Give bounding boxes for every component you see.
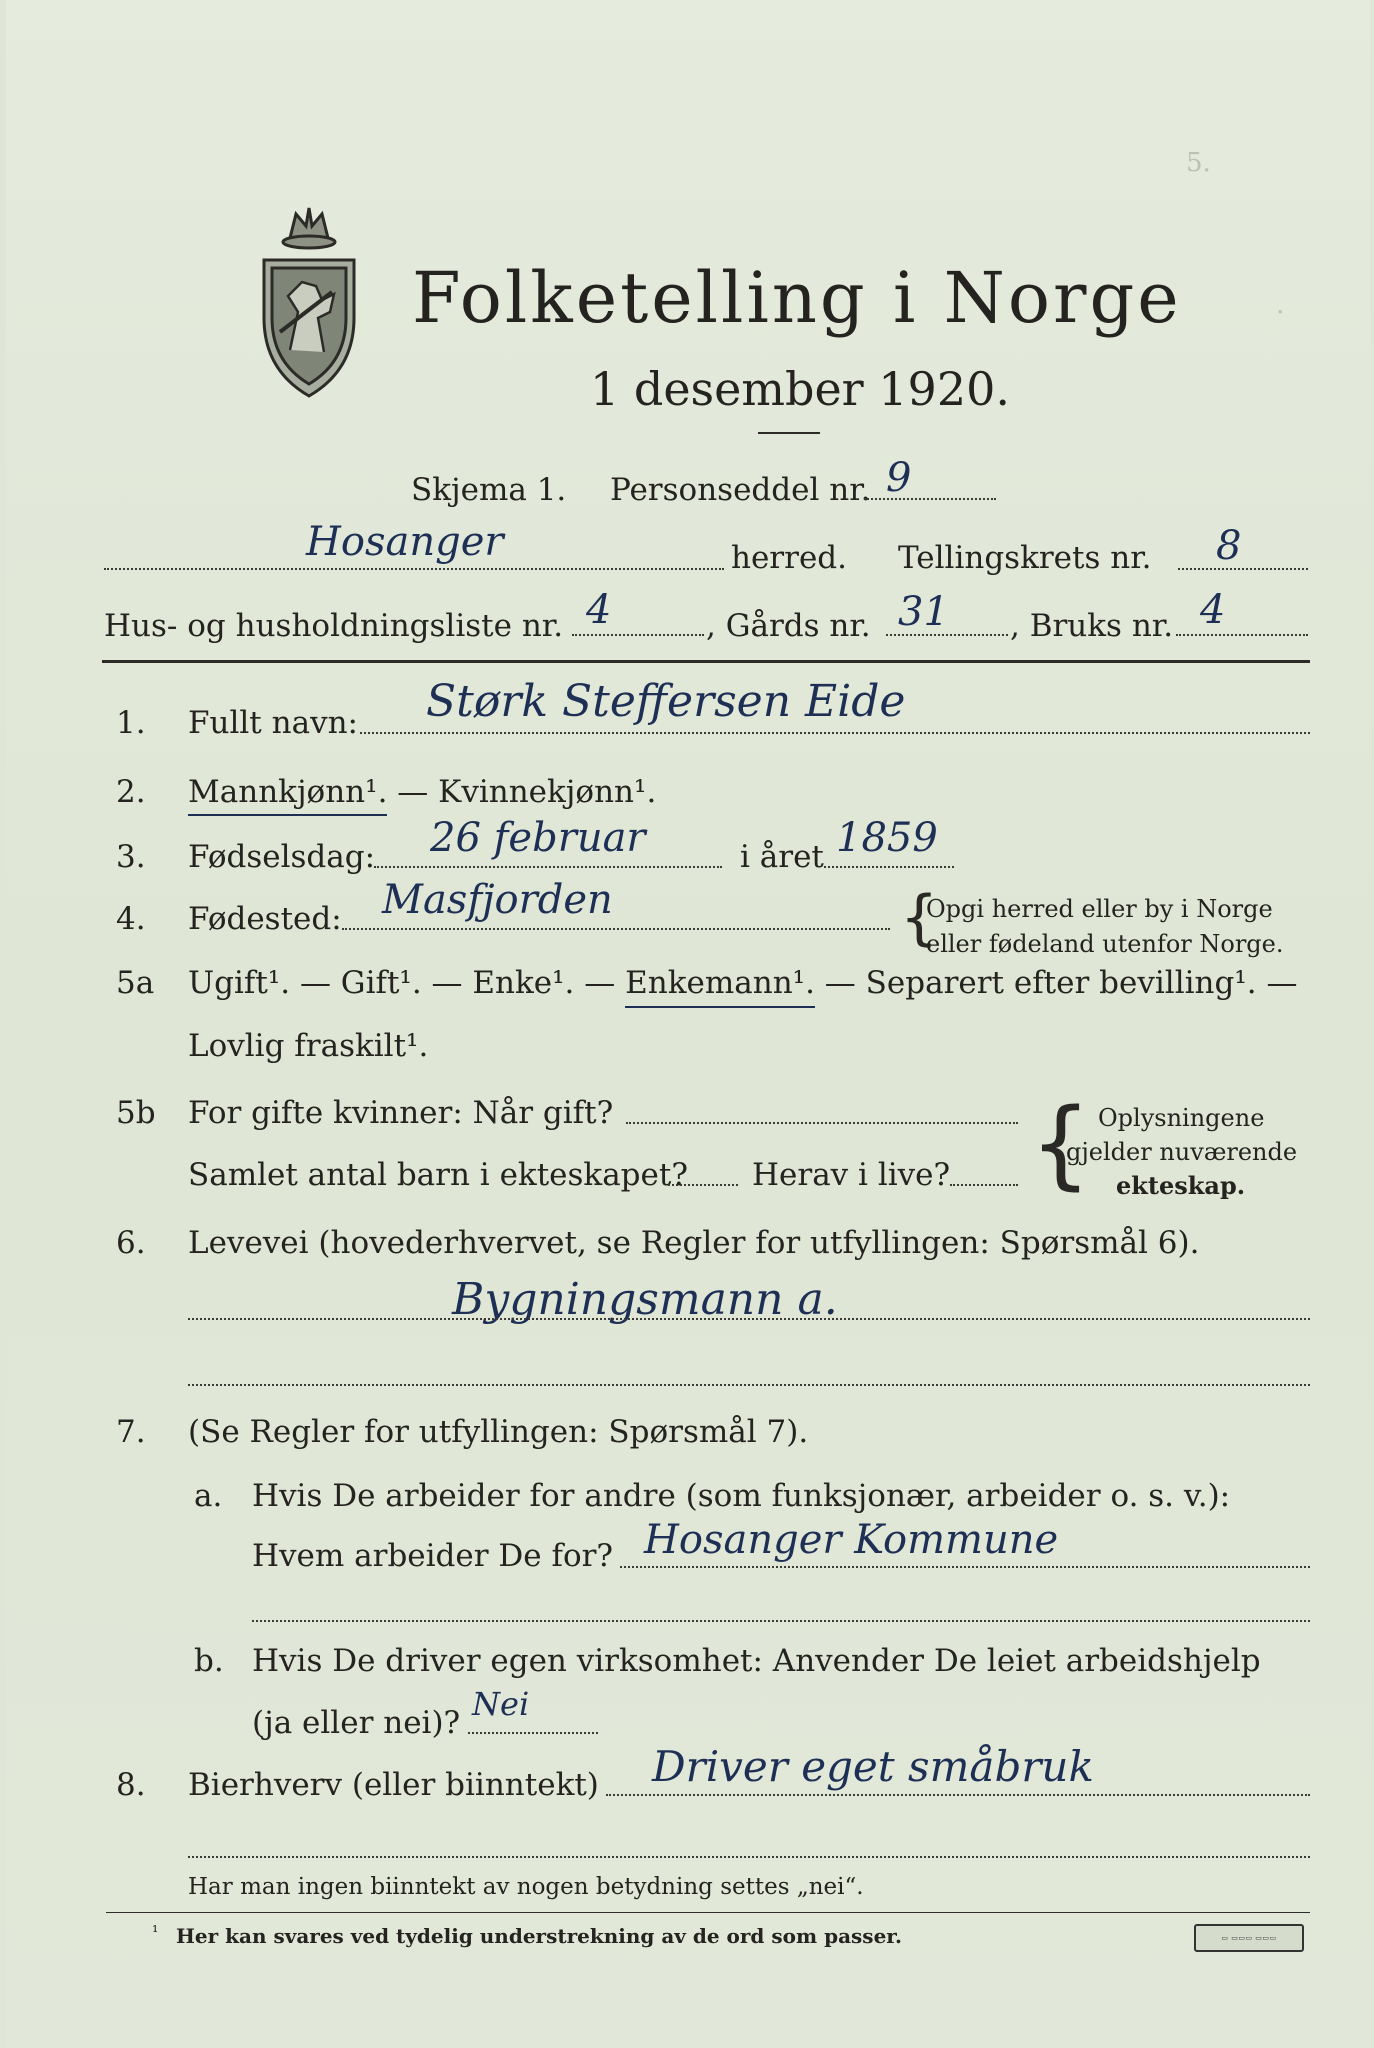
footnote-divider (106, 1912, 1310, 1913)
q5a-divorced-option: Lovlig fraskilt¹. (188, 1028, 429, 1064)
q2-separator: — (387, 774, 439, 810)
personseddel-label: Personseddel nr. (610, 472, 871, 508)
q7-label: (Se Regler for utfyllingen: Spørsmål 7). (188, 1414, 809, 1450)
herred-line (104, 568, 724, 570)
gards-number: 31 (898, 589, 949, 635)
hus-label: Hus- og husholdningsliste nr. (104, 608, 564, 644)
q5a-number: 5a (116, 965, 155, 1001)
q6-label: Levevei (hovederhvervet, se Regler for utfyllingen: Spørsmål 6). (188, 1225, 1200, 1261)
q8-number: 8. (116, 1767, 146, 1803)
q5a-options-before: Ugift¹. — Gift¹. — Enke¹. — (188, 965, 626, 1001)
norway-coat-of-arms-icon (250, 200, 368, 400)
q7b-letter: b. (194, 1643, 224, 1679)
q3-birth-date: 26 februar (430, 815, 646, 861)
q7a-line2 (252, 1620, 1310, 1622)
q5b-note-line3: ekteskap. (1116, 1171, 1246, 1200)
tellingskrets-label: Tellingskrets nr. (898, 540, 1152, 576)
q4-note-brace: { (900, 883, 939, 953)
personseddel-number: 9 (886, 455, 912, 501)
q7b-yes-no-label: (ja eller nei)? (252, 1705, 461, 1741)
q8-label: Bierhverv (eller biinntekt) (188, 1767, 599, 1803)
q5a-marital-status (188, 965, 1298, 1001)
q4-number: 4. (116, 901, 146, 937)
herred-label: herred. (731, 540, 847, 576)
q7a-employer: Hosanger Kommune (644, 1517, 1059, 1563)
footnote-marker: ¹ (152, 1922, 159, 1941)
q5b-note-brace: { (1030, 1088, 1092, 1200)
q5b-note-line2: gjelder nuværende (1066, 1138, 1298, 1166)
q5b-note-line1: Oplysningene (1098, 1104, 1265, 1132)
herred-value: Hosanger (306, 519, 504, 565)
q7a-employer-label: Hvem arbeider De for? (252, 1538, 614, 1574)
q5b-when-married-label: For gifte kvinner: Når gift? (188, 1095, 614, 1131)
gards-label: , Gårds nr. (706, 608, 871, 644)
printer-stamp: ▭ ▭▭▭ ▭▭▭ (1194, 1924, 1304, 1952)
tellingskrets-number: 8 (1216, 523, 1242, 569)
q4-note-line1: Opgi herred eller by i Norge (926, 895, 1273, 923)
q6-line2 (188, 1384, 1310, 1386)
q7b-answer: Nei (472, 1685, 530, 1723)
bruks-line (1176, 634, 1308, 636)
q7-number: 7. (116, 1414, 146, 1450)
q3-label: Fødselsdag: (188, 839, 376, 875)
q7a-letter: a. (194, 1478, 223, 1514)
bleed-through-text: 5. (1186, 148, 1211, 178)
hus-number: 4 (586, 587, 612, 633)
q7b-question: Hvis De driver egen virksomhet: Anvender De leiet arbeidshjelp (252, 1643, 1261, 1679)
q5b-alive-label: Herav i live? (752, 1157, 951, 1193)
q3-number: 3. (116, 839, 146, 875)
form-date: 1 desember 1920. (590, 362, 1010, 416)
tellingskrets-line (1178, 568, 1308, 570)
q5a-options-after: — Separert efter bevilling¹. — (814, 965, 1298, 1001)
q4-label: Fødested: (188, 901, 342, 937)
q4-line (342, 928, 890, 930)
q5b-when-married-line (626, 1122, 1018, 1124)
q5b-children-line (668, 1184, 738, 1186)
title-divider (758, 432, 820, 434)
footnote-text: Her kan svares ved tydelig understrekning av de ord som passer. (176, 1924, 902, 1948)
q1-label: Fullt navn: (188, 705, 358, 741)
q5b-alive-line (950, 1184, 1018, 1186)
personseddel-line (864, 498, 996, 500)
bruks-number: 4 (1200, 587, 1226, 633)
q6-line1 (188, 1318, 1310, 1320)
schema-label: Skjema 1. (411, 472, 567, 508)
q1-full-name: Størk Steffersen Eide (426, 676, 906, 727)
q4-birthplace: Masfjorden (382, 877, 613, 923)
q7a-question: Hvis De arbeider for andre (som funksjonær, arbeider o. s. v.): (252, 1478, 1231, 1514)
q2-number: 2. (116, 774, 146, 810)
q3-birth-year: 1859 (836, 815, 938, 861)
q3-year-label: i året (740, 839, 824, 875)
q8-line2 (188, 1856, 1310, 1858)
no-income-note: Har man ingen biinntekt av nogen betydning settes „nei“. (188, 1874, 864, 1900)
bleed-through-text: · (1276, 298, 1285, 328)
q7b-line (468, 1732, 598, 1734)
q6-occupation: Bygningsmann a. (452, 1274, 838, 1325)
q5b-children-label: Samlet antal barn i ekteskapet? (188, 1157, 688, 1193)
q1-line (360, 732, 1310, 734)
hus-line (572, 634, 704, 636)
q6-number: 6. (116, 1225, 146, 1261)
header-divider (102, 660, 1310, 663)
q4-note-line2: eller fødeland utenfor Norge. (926, 930, 1284, 958)
q5a-widower-option: Enkemann¹. (625, 965, 815, 1008)
q8-side-income: Driver eget småbruk (652, 1742, 1094, 1791)
q7a-employer-line (620, 1566, 1310, 1568)
form-title: Folketelling i Norge (412, 257, 1182, 339)
q3-year-line (824, 866, 954, 868)
q8-line (606, 1794, 1310, 1796)
q1-number: 1. (116, 705, 146, 741)
q3-date-line (374, 866, 722, 868)
q2-sex (188, 774, 657, 810)
q5b-number: 5b (116, 1095, 156, 1131)
bruks-label: , Bruks nr. (1010, 608, 1174, 644)
q2-male-option: Mannkjønn¹. (188, 774, 387, 816)
census-form-sheet (6, 0, 1370, 2048)
q2-female-option: Kvinnekjønn¹. (438, 774, 657, 810)
